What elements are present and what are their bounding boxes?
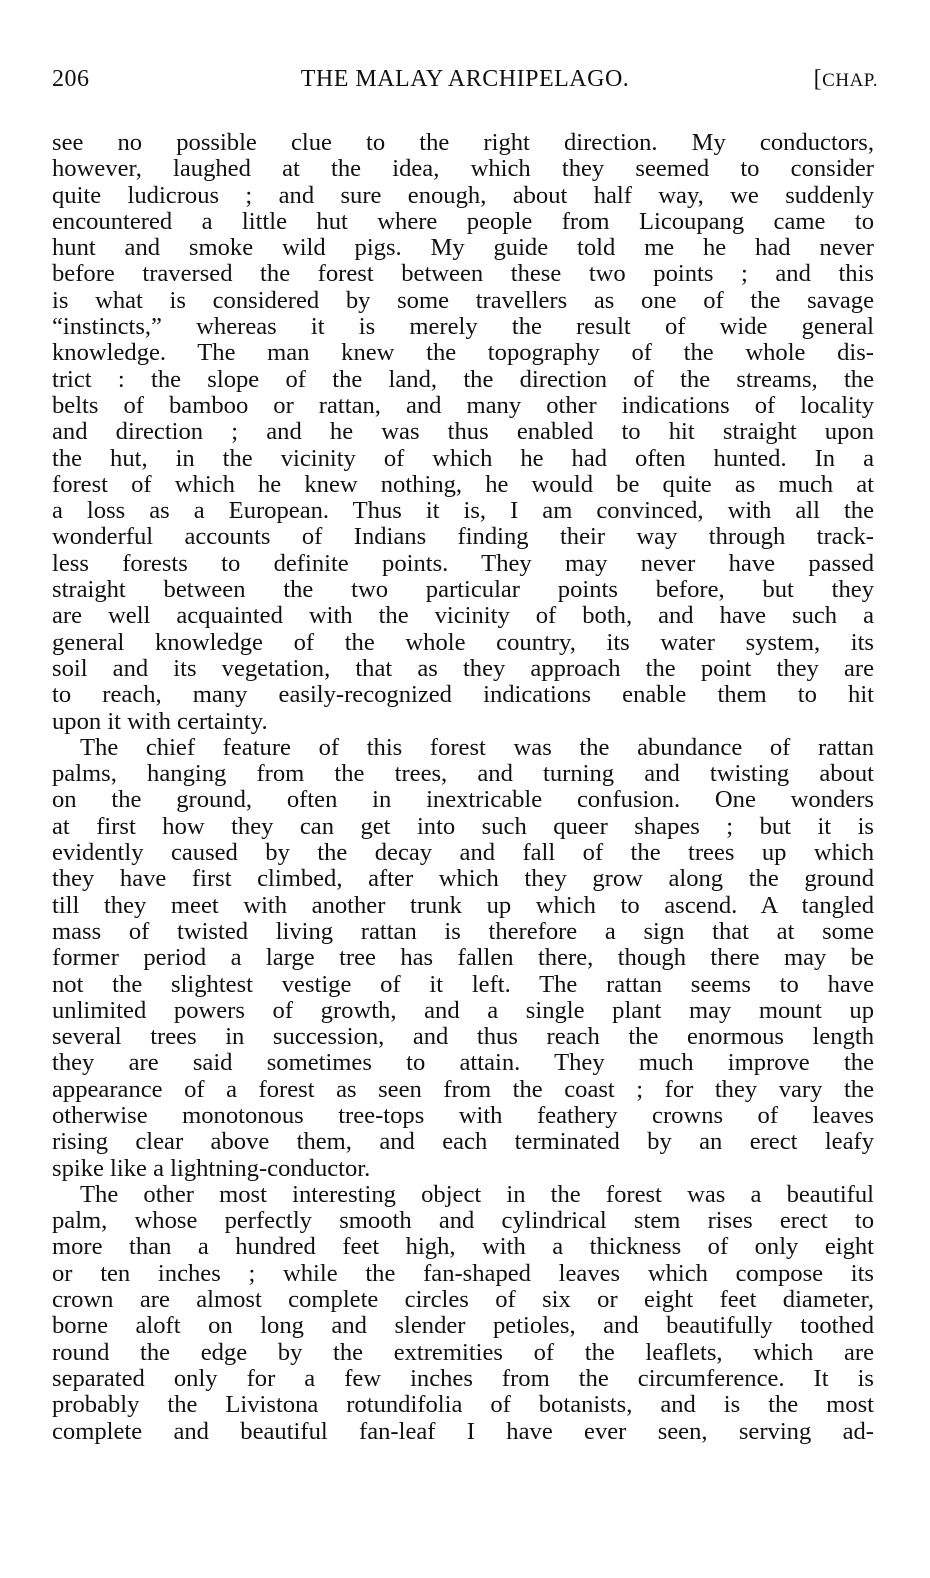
text-line: quite ludicrous ; and sure enough, about half way, we suddenly (52, 181, 874, 209)
text-line: soil and its vegetation, that as they approach the point they are (52, 654, 874, 682)
text-line: forest of which he knew nothing, he would be quite as much at (52, 470, 874, 498)
text-line: wonderful accounts of Indians finding their way through track- (52, 523, 874, 551)
text-line: probably the Livistona rotundifolia of botanists, and is the most (52, 1391, 874, 1419)
text-line: round the edge by the extremities of the leaflets, which are (52, 1338, 874, 1366)
text-line: separated only for a few inches from the circumference. It is (52, 1364, 874, 1392)
text-line: rising clear above them, and each terminated by an erect leafy (52, 1128, 874, 1156)
text-line: palms, hanging from the trees, and turning and twisting about (52, 760, 874, 788)
text-line: a loss as a European. Thus it is, I am convinced, with all the (52, 497, 874, 525)
text-line: The chief feature of this forest was the abundance of rattan (80, 733, 874, 761)
text-line: they are said sometimes to attain. They much improve the (52, 1049, 874, 1077)
text-line: mass of twisted living rattan is therefore a sign that at some (52, 917, 874, 945)
chapter-mark-label: CHAP. (822, 70, 878, 91)
paragraph-3 (52, 1182, 874, 1445)
text-line: otherwise monotonous tree-tops with feathery crowns of leaves (52, 1101, 874, 1129)
body-text (52, 130, 874, 1445)
text-line: or ten inches ; while the fan-shaped leaves which compose its (52, 1259, 874, 1287)
text-line: to reach, many easily-recognized indications enable them to hit (52, 681, 874, 709)
text-line: several trees in succession, and thus reach the enormous length (52, 1023, 874, 1051)
text-line: The other most interesting object in the forest was a beautiful (80, 1180, 874, 1208)
text-line: before traversed the forest between these two points ; and this (52, 260, 874, 288)
text-line: the hut, in the vicinity of which he had often hunted. In a (52, 444, 874, 472)
text-line: more than a hundred feet high, with a thickness of only eight (52, 1233, 874, 1261)
text-line: are well acquainted with the vicinity of both, and have such a (52, 602, 874, 630)
text-line: and direction ; and he was thus enabled to hit straight upon (52, 418, 874, 446)
text-line: palm, whose perfectly smooth and cylindrical stem rises erect to (52, 1207, 874, 1235)
text-line: borne aloft on long and slender petioles, and beautifully toothed (52, 1312, 874, 1340)
text-line: trict : the slope of the land, the direction of the streams, the (52, 365, 874, 393)
text-line: unlimited powers of growth, and a single plant may mount up (52, 996, 874, 1024)
text-line: evidently caused by the decay and fall of the trees up which (52, 839, 874, 867)
text-line: encountered a little hut where people from Licoupang came to (52, 207, 874, 235)
text-line: straight between the two particular points before, but they (52, 576, 874, 604)
text-line: spike like a lightning-conductor. (52, 1154, 371, 1182)
running-title: THE MALAY ARCHIPELAGO. (300, 66, 630, 92)
text-line: complete and beautiful fan-leaf I have ever seen, serving ad- (52, 1417, 874, 1445)
text-line: general knowledge of the whole country, its water system, its (52, 628, 874, 656)
text-line: hunt and smoke wild pigs. My guide told me he had never (52, 234, 874, 262)
text-line: however, laughed at the idea, which they seemed to consider (52, 155, 874, 183)
running-head (52, 66, 878, 100)
text-line: till they meet with another trunk up which to ascend. A tangled (52, 891, 874, 919)
text-line: crown are almost complete circles of six or eight feet diameter, (52, 1286, 874, 1314)
text-line: at first how they can get into such queer shapes ; but it is (52, 812, 874, 840)
text-line: appearance of a forest as seen from the coast ; for they vary the (52, 1075, 874, 1103)
text-line: not the slightest vestige of it left. The rattan seems to have (52, 970, 874, 998)
text-line: they have first climbed, after which they grow along the ground (52, 865, 874, 893)
text-line: “instincts,” whereas it is merely the result of wide general (52, 313, 874, 341)
text-line: less forests to definite points. They may never have passed (52, 549, 874, 577)
text-line: belts of bamboo or rattan, and many other indications of locality (52, 391, 874, 419)
text-line: upon it with certainty. (52, 707, 268, 735)
page-number: 206 (52, 66, 90, 92)
paragraph-2 (52, 735, 874, 1182)
text-line: see no possible clue to the right direction. My conductors, (52, 129, 874, 156)
text-line: knowledge. The man knew the topography of the whole dis- (52, 339, 874, 367)
text-line: on the ground, often in inextricable confusion. One wonders (52, 786, 874, 814)
text-line: is what is considered by some travellers as one of the savage (52, 286, 874, 314)
text-line: former period a large tree has fallen there, though there may be (52, 944, 874, 972)
chapter-mark: [CHAP. (813, 66, 878, 92)
paragraph-1 (52, 130, 874, 735)
